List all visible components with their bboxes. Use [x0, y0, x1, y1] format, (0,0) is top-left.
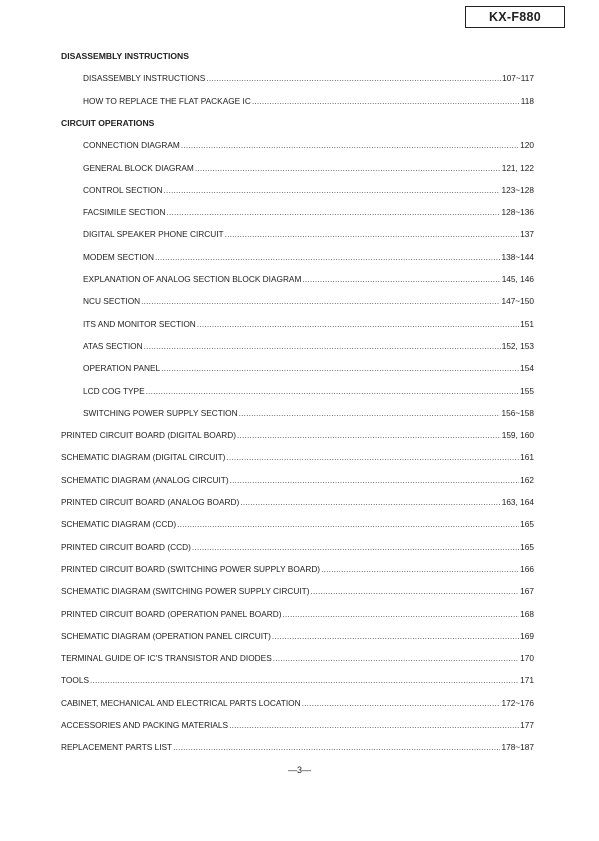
toc-entry-page: 156~158 [501, 407, 534, 418]
toc-entry-title: ITS AND MONITOR SECTION [83, 318, 196, 329]
toc-entry-title: SCHEMATIC DIAGRAM (DIGITAL CIRCUIT) [61, 452, 226, 463]
toc-dot-leader [161, 363, 519, 373]
toc-dot-leader [177, 519, 519, 529]
toc-entry [83, 185, 534, 195]
toc-dot-leader [197, 319, 519, 329]
toc-entry-title: DISASSEMBLY INSTRUCTIONS [83, 73, 206, 84]
toc-entry-title: FACSIMILE SECTION [83, 207, 166, 218]
toc-entry [83, 386, 534, 396]
toc-entry-title: SCHEMATIC DIAGRAM (OPERATION PANEL CIRCUIT) [61, 630, 271, 641]
toc-entry-page: 155 [520, 385, 534, 396]
toc-entry-title: TOOLS [61, 675, 89, 686]
toc-entry-title: GENERAL BLOCK DIAGRAM [83, 162, 194, 173]
toc-entry-page: 138~144 [501, 251, 534, 262]
toc-entry-title: PRINTED CIRCUIT BOARD (ANALOG BOARD) [61, 497, 240, 507]
toc-entry-page: 121, 122 [501, 162, 534, 173]
toc-entry-title: DIGITAL SPEAKER PHONE CIRCUIT [83, 229, 224, 240]
toc-entry-page: 165 [520, 541, 534, 552]
toc-entry [61, 698, 534, 708]
toc-entry [83, 319, 534, 329]
toc-entry [61, 542, 534, 552]
toc-entry-page: 170 [520, 653, 534, 664]
toc-entry-page: 107~117 [502, 73, 534, 84]
toc-entry-page: 147~150 [501, 296, 534, 307]
toc-dot-leader [173, 742, 500, 752]
toc-dot-leader [195, 163, 501, 173]
toc-entry-title: OPERATION PANEL [83, 363, 161, 374]
toc-entry-page: 123~128 [501, 184, 534, 195]
toc-entry [83, 163, 534, 173]
toc-entry-title: CONNECTION DIAGRAM [83, 140, 180, 151]
toc-entry [83, 207, 534, 217]
toc-entry-page: 162 [520, 474, 534, 485]
toc-dot-leader [206, 73, 501, 83]
toc-section-heading [61, 118, 534, 128]
toc-entry-page: 165 [520, 519, 534, 530]
toc-entry [83, 229, 534, 239]
toc-section-heading [61, 51, 534, 61]
toc-entry-title: CABINET, MECHANICAL AND ELECTRICAL PARTS LOCATION [61, 697, 301, 708]
toc-entry-title: HOW TO REPLACE THE FLAT PACKAGE IC [83, 95, 251, 106]
toc-entry [61, 720, 534, 730]
toc-entry [83, 96, 534, 106]
toc-entry-title: MODEM SECTION [83, 251, 154, 262]
toc-entry-page: 169 [520, 630, 534, 641]
toc-entry-page: 154 [520, 363, 534, 374]
toc-entry-title: PRINTED CIRCUIT BOARD (DIGITAL BOARD) [61, 430, 237, 441]
toc-entry-page: 118 [520, 95, 534, 106]
toc-entry-title: PRINTED CIRCUIT BOARD (CCD) [61, 541, 191, 552]
toc-entry-title: EXPLANATION OF ANALOG SECTION BLOCK DIAGRAM [83, 274, 302, 284]
toc-entry-title: ATAS SECTION [83, 340, 143, 351]
toc-entry [61, 519, 534, 529]
toc-entry [83, 408, 534, 418]
toc-entry [61, 586, 534, 596]
toc-entry-page: 168 [520, 608, 534, 619]
toc-dot-leader [229, 720, 519, 730]
toc-entry-page: 120 [520, 140, 534, 151]
toc-entry [61, 430, 534, 440]
toc-entry [61, 631, 534, 641]
toc-entry [61, 452, 534, 462]
toc-entry-title: TERMINAL GUIDE OF IC'S TRANSISTOR AND DIODES [61, 653, 272, 664]
toc-entry-page: 152, 153 [501, 340, 534, 351]
toc-entry-title: DISASSEMBLY INSTRUCTIONS [61, 51, 189, 61]
toc-dot-leader [144, 341, 501, 351]
toc-dot-leader [155, 252, 500, 262]
toc-entry-title: CONTROL SECTION [83, 184, 163, 195]
toc-entry [83, 296, 534, 306]
toc-dot-leader [240, 497, 500, 507]
toc-entry-page: 159, 160 [501, 430, 534, 441]
toc-dot-leader [237, 430, 501, 440]
toc-dot-leader [272, 631, 519, 641]
toc-entry-title: SWITCHING POWER SUPPLY SECTION [83, 407, 238, 418]
toc-entry [61, 497, 534, 507]
toc-dot-leader [230, 475, 520, 485]
toc-dot-leader [252, 96, 520, 106]
toc-entry-page: 166 [520, 563, 534, 574]
model-number-box: KX-F880 [465, 6, 565, 28]
toc-entry-page: 177 [520, 720, 534, 730]
toc-entry-page: 151 [520, 318, 534, 329]
toc-entry-page: 172~176 [501, 697, 534, 708]
toc-dot-leader [302, 274, 500, 284]
toc-entry-page: 167 [520, 586, 534, 597]
toc-entry [83, 341, 534, 351]
toc-entry-page: 171 [520, 675, 534, 686]
toc-dot-leader [310, 586, 519, 596]
toc-dot-leader [225, 229, 520, 239]
page-number: —3— [287, 765, 311, 775]
toc-entry [61, 564, 534, 574]
toc-entry-title: REPLACEMENT PARTS LIST [61, 742, 173, 753]
toc-dot-leader [146, 386, 520, 396]
toc-dot-leader [181, 140, 519, 150]
toc-entry-title: PRINTED CIRCUIT BOARD (OPERATION PANEL BOARD) [61, 608, 282, 619]
toc-entry [83, 252, 534, 262]
toc-dot-leader [141, 296, 500, 306]
toc-entry [83, 274, 534, 284]
toc-entry-title: ACCESSORIES AND PACKING MATERIALS [61, 720, 229, 730]
toc-dot-leader [302, 698, 501, 708]
toc-dot-leader [226, 452, 519, 462]
toc-entry-title: SCHEMATIC DIAGRAM (SWITCHING POWER SUPPLY CIRCUIT) [61, 586, 310, 597]
toc-dot-leader [239, 408, 501, 418]
toc-dot-leader [273, 653, 519, 663]
toc-entry-page: 128~136 [501, 207, 534, 218]
toc-entry [61, 675, 534, 685]
toc-entry-page: 178~187 [501, 742, 534, 753]
toc-entry-title: CIRCUIT OPERATIONS [61, 117, 155, 128]
toc-dot-leader [163, 185, 500, 195]
toc-entry [61, 742, 534, 752]
toc-entry [83, 140, 534, 150]
toc-entry [61, 653, 534, 663]
toc-entry-page: 145, 146 [501, 274, 534, 284]
toc-dot-leader [167, 207, 501, 217]
toc-entry-page: 163, 164 [501, 497, 534, 507]
toc-dot-leader [283, 609, 520, 619]
toc-dot-leader [321, 564, 519, 574]
toc-entry-title: LCD COG TYPE [83, 385, 145, 396]
toc-dot-leader [192, 542, 519, 552]
toc-entry-page: 137 [520, 229, 534, 240]
toc-entry [61, 609, 534, 619]
toc-entry [61, 475, 534, 485]
toc-dot-leader [90, 675, 519, 685]
toc-entry-title: PRINTED CIRCUIT BOARD (SWITCHING POWER SUPPLY BOARD) [61, 563, 321, 574]
toc-entry [83, 73, 534, 83]
toc-entry-title: NCU SECTION [83, 296, 141, 307]
toc-entry-title: SCHEMATIC DIAGRAM (CCD) [61, 519, 177, 530]
toc-entry-page: 161 [520, 452, 534, 463]
toc-entry [83, 363, 534, 373]
toc-entry-title: SCHEMATIC DIAGRAM (ANALOG CIRCUIT) [61, 474, 229, 485]
